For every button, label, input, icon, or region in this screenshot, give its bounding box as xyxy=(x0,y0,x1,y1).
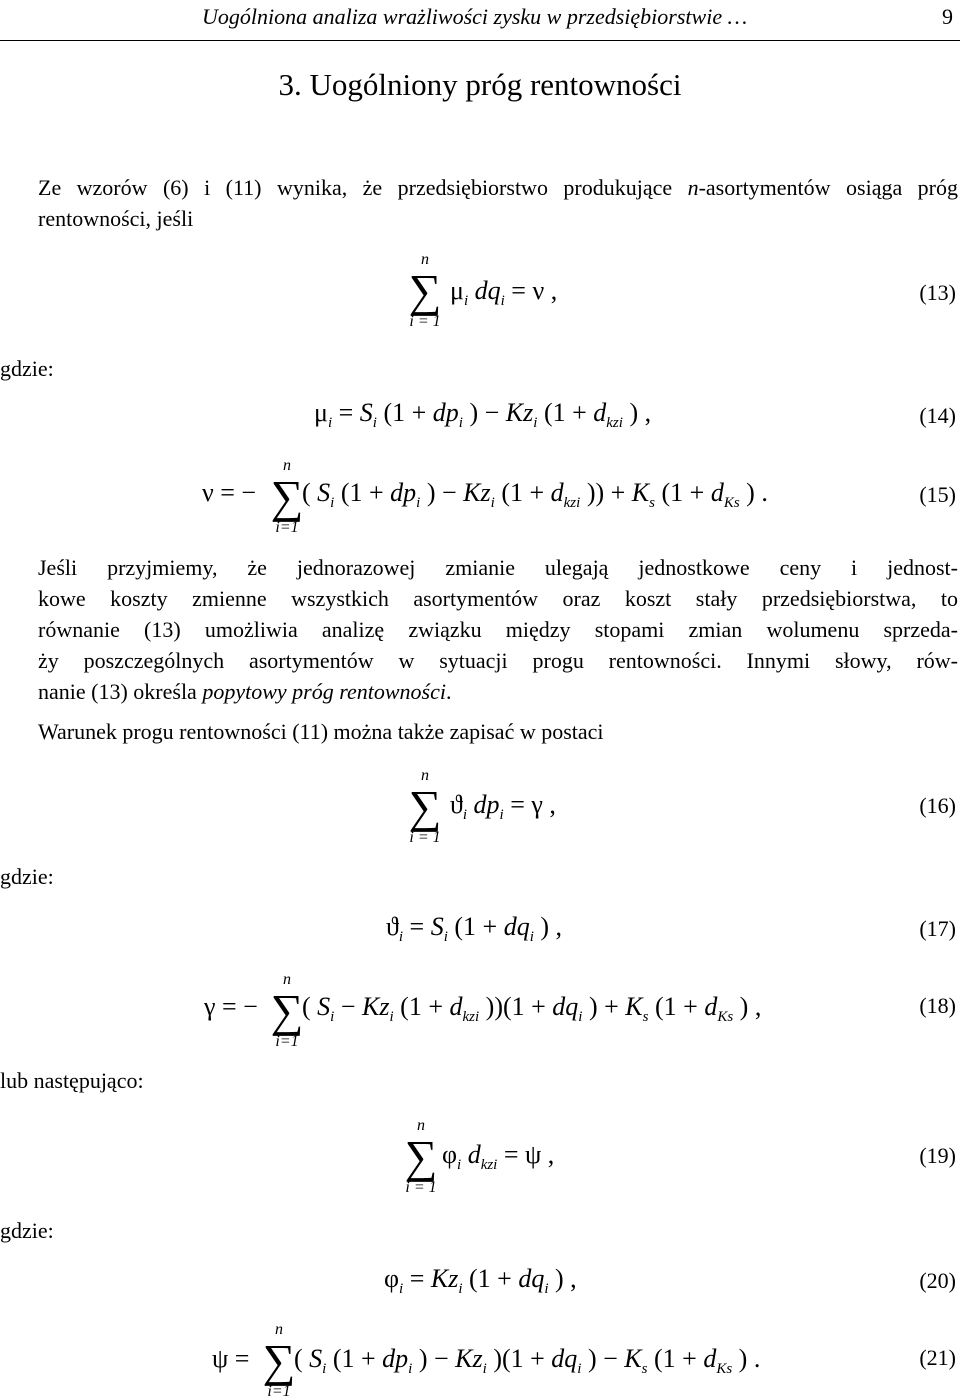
equation-21-body: ( $S_i$ ($1 + dp_i$ ) − $Kz_i$ )($1 + dq_i$ ) − $K_s$ ($1 + d_{Ks}$ ) . xyxy=(294,1344,761,1377)
equation-15-lhs: ν = − xyxy=(202,478,257,507)
sum-18-top: n xyxy=(283,971,291,988)
intro-text-before: Ze wzorów (6) i (11) wynika, że przedsiębiorstwo produkujące xyxy=(38,175,688,200)
sum-13-bottom: i = 1 xyxy=(409,313,441,330)
sigma-13: ∑ xyxy=(408,265,442,316)
paragraph-1-line-5-before: nanie (13) określa xyxy=(38,679,203,704)
equation-19-body: $\varphi_i$ $d_{kzi} = \psi$ , xyxy=(442,1140,555,1173)
sum-19-top: n xyxy=(417,1117,425,1134)
paragraph-1-line-1: Jeśli przyjmiemy, że jednorazowej zmianie ulegają jednostkowe ceny i jednost- xyxy=(38,555,958,580)
sum-16-top: n xyxy=(421,767,429,784)
sigma-18: ∑ xyxy=(270,985,304,1036)
label-gdzie-2: gdzie: xyxy=(0,864,54,889)
sum-18-bottom: i=1 xyxy=(275,1033,299,1050)
equation-18-body: ( $S_i - Kz_i$ ($1 + d_{kzi}$ ))($1 + dq_i$ ) + $K_s$ ($1 + d_{Ks}$ ) , xyxy=(302,992,762,1025)
equation-20-number: (20) xyxy=(919,1268,956,1293)
equation-14-number: (14) xyxy=(919,403,956,428)
sum-15-bottom: i=1 xyxy=(275,519,299,536)
intro-n: n xyxy=(687,175,699,200)
paragraph-1-line-4: ży poszczególnych asortymentów w sytuacji progu rentowności. Innymi słowy, rów- xyxy=(38,648,958,673)
sum-13-top: n xyxy=(421,251,429,268)
equation-16-body: $ϑ_i$ $dp_i = \gamma$ , xyxy=(450,790,556,823)
sum-19-bottom: i = 1 xyxy=(405,1179,437,1196)
running-header xyxy=(0,0,960,41)
equation-14-body: $\mu_i = S_i$ ($1 + dp_i$ ) − $Kz_i$ ($1 + d_{kzi}$ ) , xyxy=(314,398,652,431)
paragraph-1 xyxy=(38,552,958,707)
equation-17-body: $ϑ_i = S_i$ ($1 + dq_i$ ) , xyxy=(386,912,563,945)
equation-13-number: (13) xyxy=(919,280,956,305)
paragraph-1-line-2: kowe koszty zmienne wszystkich asortymentów oraz koszt stały przedsiębiorstwa, to xyxy=(38,586,958,611)
equation-21-lhs: ψ = xyxy=(212,1344,250,1373)
section-title: 3. Uogólniony próg rentowności xyxy=(278,67,682,102)
equation-19-number: (19) xyxy=(919,1143,956,1168)
equation-18-lhs: γ = − xyxy=(204,992,258,1021)
sum-21-bottom: i=1 xyxy=(267,1383,291,1400)
sum-21-top: n xyxy=(275,1321,283,1338)
equation-16-number: (16) xyxy=(919,793,956,818)
equation-13-body: $\mu_i$ $dq_i = \nu$ , xyxy=(450,276,558,309)
label-gdzie-1: gdzie: xyxy=(0,356,54,381)
sum-16-bottom: i = 1 xyxy=(409,829,441,846)
sigma-16: ∑ xyxy=(408,781,442,832)
page-number: 9 xyxy=(942,4,953,29)
paragraph-1-line-5-after: . xyxy=(445,679,452,704)
equation-18-number: (18) xyxy=(919,993,956,1018)
running-title: Uogólniona analiza wrażliwości zysku w przedsiębiorstwie … xyxy=(202,4,748,29)
sum-19 xyxy=(396,1118,446,1196)
sum-13 xyxy=(400,252,450,330)
paragraph-1-line-3: równanie (13) umożliwia analizę związku między stopami zmian wolumenu sprzeda- xyxy=(38,617,958,642)
paragraph-1-line-5 xyxy=(38,676,958,707)
sum-16 xyxy=(400,768,450,846)
sum-15-top: n xyxy=(283,457,291,474)
sigma-21: ∑ xyxy=(262,1335,296,1386)
label-gdzie-3: gdzie: xyxy=(0,1218,54,1243)
sigma-19: ∑ xyxy=(404,1131,438,1182)
equation-15-body: ( $S_i$ ($1 + dp_i$ ) − $Kz_i$ ($1 + d_{kzi}$ )) + $K_s$ ($1 + d_{Ks}$ ) . xyxy=(302,478,768,511)
equation-21-number: (21) xyxy=(919,1345,956,1370)
paragraph-2: Warunek progu rentowności (11) można także zapisać w postaci xyxy=(38,719,604,744)
equation-15-number: (15) xyxy=(919,482,956,507)
equation-17-number: (17) xyxy=(919,916,956,941)
sigma-15: ∑ xyxy=(270,471,304,522)
label-lub-nastepujaco: lub następująco: xyxy=(0,1068,144,1093)
intro-paragraph xyxy=(38,172,958,234)
paragraph-1-emphasis: popytowy próg rentowności xyxy=(202,679,446,704)
equation-20-body: $\varphi_i = Kz_i$ ($1 + dq_i$ ) , xyxy=(384,1264,577,1297)
intro-text-after: -asortymentów osiąga próg rentowności, jeśli xyxy=(38,175,958,231)
